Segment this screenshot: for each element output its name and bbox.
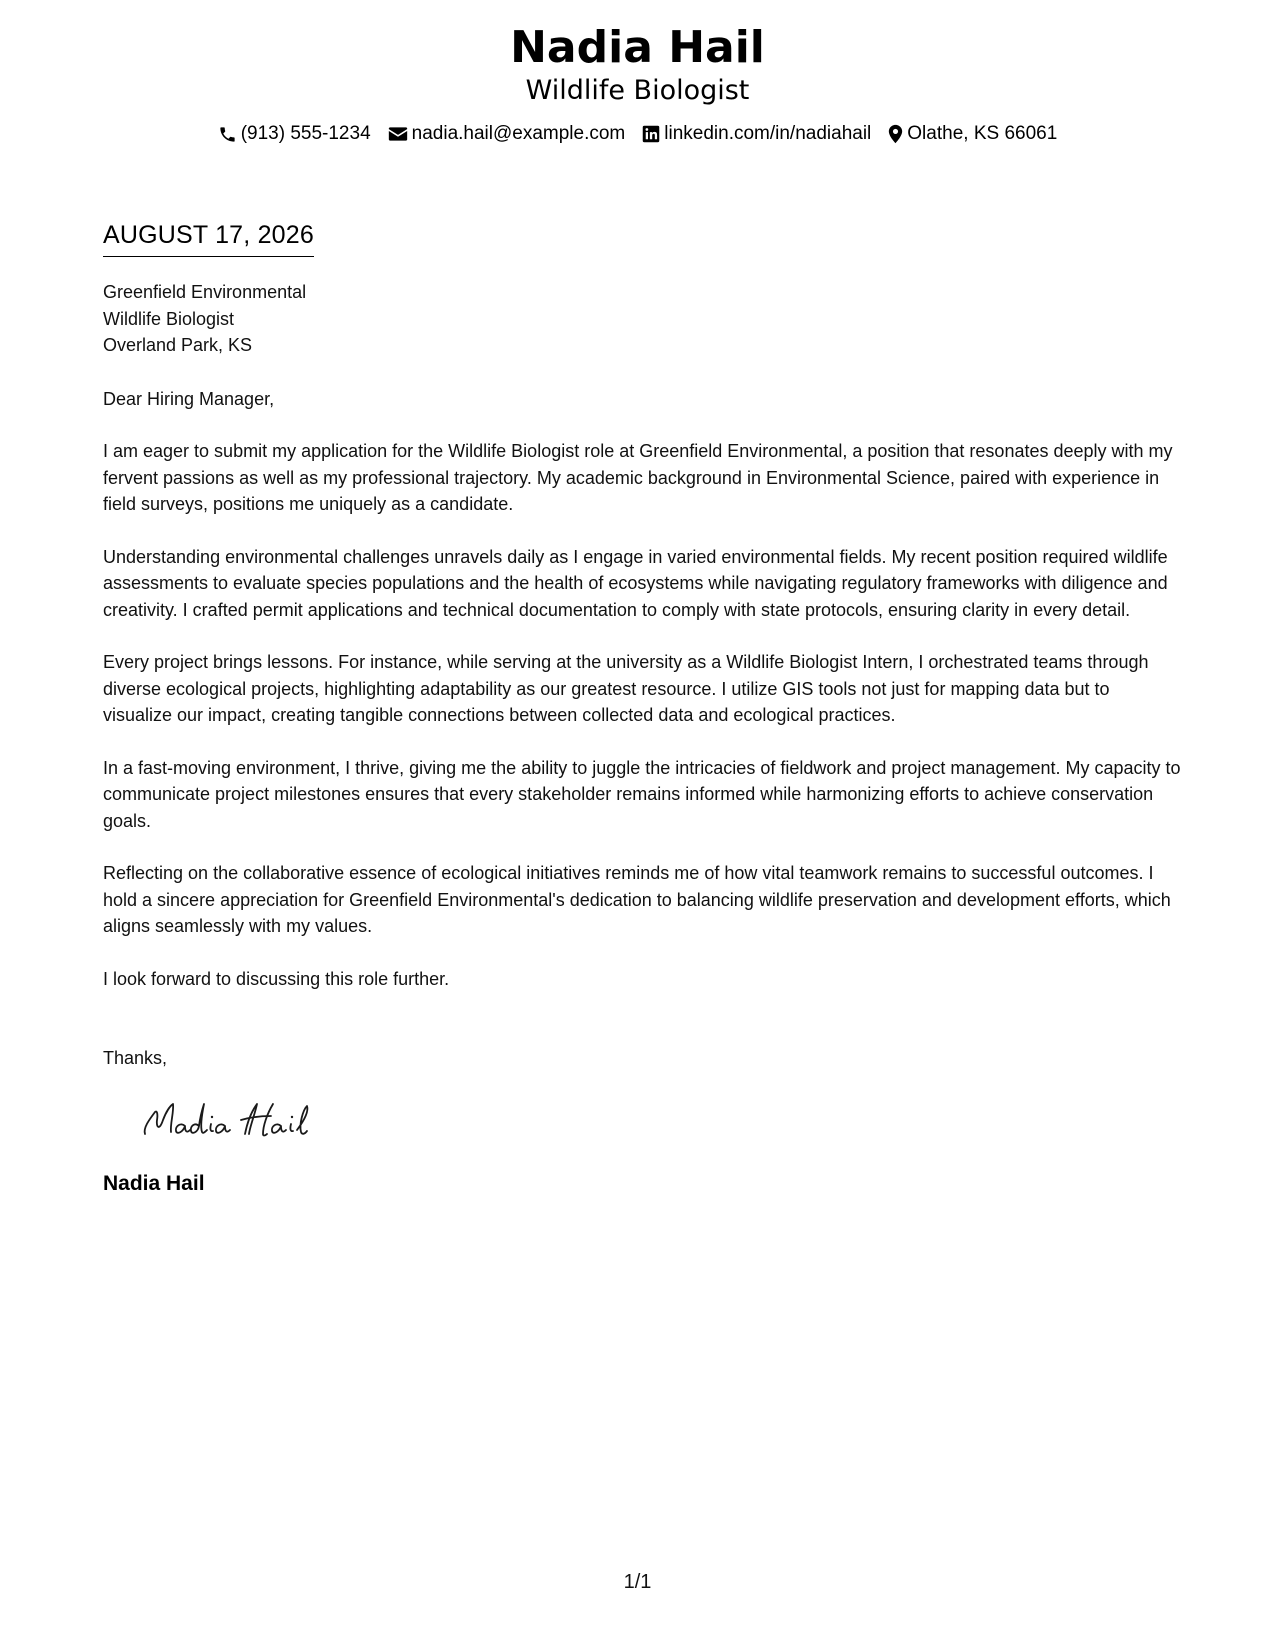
body-paragraph: Reflecting on the collaborative essence of ecological initiatives reminds me of how vital teamwork remains to successful outcomes. I hold a sincere appreciation for Greenfield Environmental's dedication to balancing wildlife preservation and development efforts, which aligns seamlessly with my values.: [103, 863, 1171, 936]
contact-phone[interactable]: [218, 122, 371, 146]
signer-name: Nadia Hail: [103, 1172, 205, 1195]
date-block: [103, 220, 314, 257]
recipient-location: Overland Park, KS: [103, 335, 253, 355]
handwritten-signature: [137, 1090, 337, 1150]
contact-location: [888, 122, 1057, 146]
recipient-block: [103, 279, 1183, 359]
body-paragraph: In a fast-moving environment, I thrive, giving me the ability to juggle the intricacies of fieldwork and project management. My capacity to communicate project milestones ensures that every stakeholder remains informed while harmonizing efforts to achieve conservation goals.: [103, 757, 1181, 831]
body-paragraph: I look forward to discussing this role further.: [103, 968, 450, 989]
closing: Thanks,: [103, 1048, 168, 1068]
letter-header: [0, 22, 1275, 146]
email-text: nadia.hail@example.com: [411, 123, 626, 144]
map-marker-icon: [888, 124, 903, 144]
contact-linkedin[interactable]: [642, 122, 871, 146]
body-paragraph: Understanding environmental challenges unravels daily as I engage in varied environmental fields. My recent position required wildlife assessments to evaluate species populations and the health of ecosystems while navigating regulatory frameworks with diligence and creativity. I crafted permit applications and technical documentation to comply with state protocols, ensuring clarity in every detail.: [103, 546, 1168, 620]
envelope-icon: [388, 126, 408, 142]
location-text: Olathe, KS 66061: [907, 123, 1058, 144]
linkedin-icon: [642, 125, 660, 143]
recipient-company: Greenfield Environmental: [103, 282, 307, 302]
body-paragraph: I am eager to submit my application for the Wildlife Biologist role at Greenfield Environmental, a position that resonates deeply with my fervent passions as well as my professional trajectory. My academic background in Environmental Science, paired with experience in field surveys, positions me uniquely as a candidate.: [103, 441, 1173, 514]
contact-bar: [0, 122, 1275, 146]
contact-email[interactable]: [388, 122, 626, 146]
recipient-role: Wildlife Biologist: [103, 308, 235, 329]
body-paragraph: Every project brings lessons. For instance, while serving at the university as a Wildlife Biologist Intern, I orchestrated teams through diverse ecological projects, highlighting adaptability as our greatest resource. I utilize GIS tools not just for mapping data but to visualize our impact, creating tangible connections between collected data and ecological practices.: [103, 652, 1149, 725]
letter-body: [103, 220, 1183, 1197]
page-number: 1/1: [623, 1571, 652, 1593]
applicant-title: Wildlife Biologist: [525, 75, 750, 106]
phone-icon: [218, 125, 237, 144]
linkedin-text: linkedin.com/in/nadiahail: [664, 123, 872, 144]
salutation: Dear Hiring Manager,: [103, 388, 275, 409]
phone-text: (913) 555-1234: [240, 123, 371, 144]
applicant-name: Nadia Hail: [510, 22, 765, 73]
letter-date: AUGUST 17, 2026: [103, 221, 314, 249]
